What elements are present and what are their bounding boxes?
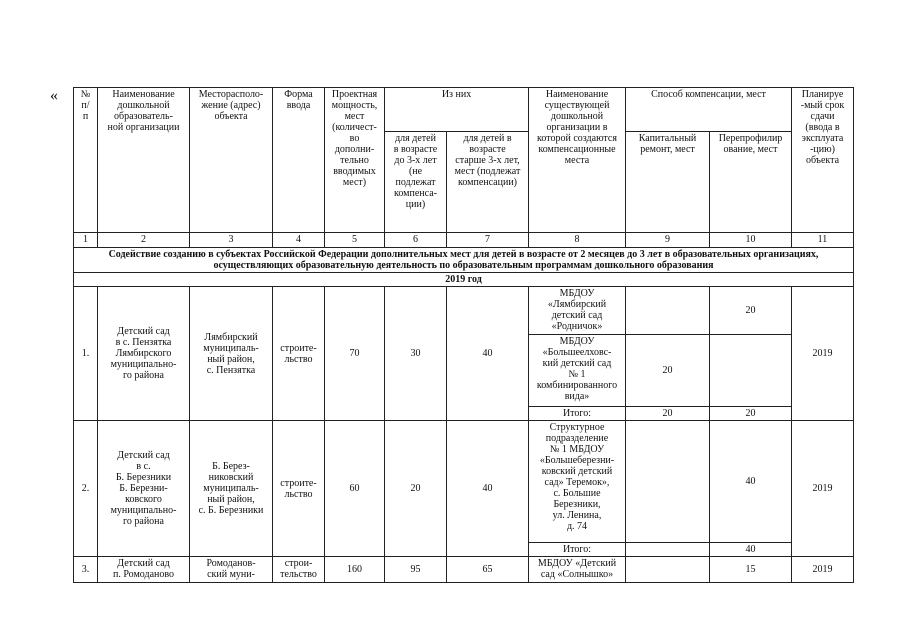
- row-reprofile: [710, 335, 792, 407]
- header-planned-date: Планируе -мый срок сдачи (ввода в эксплуата -цию) объекта: [792, 88, 854, 233]
- row-name: Детский сад в с. Б. Березники Б. Березни- ковского муниципально- го района: [98, 421, 190, 557]
- year-label: 2019 год: [74, 273, 854, 287]
- header-existing-org: Наименование существующей дошкольной организации в которой создаются компенсационные места: [529, 88, 626, 233]
- places-table: [73, 87, 854, 583]
- row-num: 3.: [74, 557, 98, 583]
- header-capacity: Проектная мощность, мест (количест- во дополни- тельно вводимых мест): [325, 88, 385, 233]
- header-name: Наименование дошкольной образователь- ной организации: [98, 88, 190, 233]
- header-form: Форма ввода: [273, 88, 325, 233]
- col-number: 8: [529, 233, 626, 248]
- section-title: Содействие созданию в субъектах Российской Федерации дополнительных мест для детей в возрасте от 2 месяцев до 3 лет в образовательных организациях, осуществляющих образовательную деятельность по образовательным программам дошкольного образования: [74, 248, 854, 273]
- row-name: Детский сад п. Ромоданово: [98, 557, 190, 583]
- row-over-3: 40: [447, 287, 529, 421]
- row-location: Б. Берез- никовский муниципаль- ный район, с. Б. Березники: [190, 421, 273, 557]
- row-location: Лямбирский муниципаль- ный район, с. Пензятка: [190, 287, 273, 421]
- col-number: 5: [325, 233, 385, 248]
- row-under-3: 20: [385, 421, 447, 557]
- row-over-3: 65: [447, 557, 529, 583]
- header-under-3: для детей в возрасте до 3-х лет (не подлежат компенса- ции): [385, 132, 447, 233]
- col-number: 11: [792, 233, 854, 248]
- row-reprofile: 40: [710, 421, 792, 543]
- row-reprofile: 15: [710, 557, 792, 583]
- total-capital: [626, 543, 710, 557]
- row-planned: 2019: [792, 557, 854, 583]
- row-reprofile: 20: [710, 287, 792, 335]
- section-row: [74, 248, 854, 273]
- row-existing-org: МБДОУ «Детский сад «Солнышко»: [529, 557, 626, 583]
- row-capacity: 160: [325, 557, 385, 583]
- row-over-3: 40: [447, 421, 529, 557]
- col-number: 1: [74, 233, 98, 248]
- row-capital: [626, 421, 710, 543]
- row-existing-org: Структурное подразделение № 1 МБДОУ «Большеберезни- ковский детский сад» Теремок», с. Большие Березники, ул. Ленина, д. 74: [529, 421, 626, 543]
- row-capital: 20: [626, 335, 710, 407]
- header-row: [74, 88, 854, 132]
- header-compensation: Способ компенсации, мест: [626, 88, 792, 132]
- col-number: 3: [190, 233, 273, 248]
- row-location: Ромоданов- ский муни-: [190, 557, 273, 583]
- opening-quote-mark: «: [50, 87, 58, 104]
- column-number-row: [74, 233, 854, 248]
- total-capital: 20: [626, 407, 710, 421]
- header-reprofile: Перепрофилир ование, мест: [710, 132, 792, 233]
- row-planned: 2019: [792, 421, 854, 557]
- row-num: 1.: [74, 287, 98, 421]
- row-capacity: 60: [325, 421, 385, 557]
- table-row: [74, 557, 854, 583]
- row-planned: 2019: [792, 287, 854, 421]
- row-num: 2.: [74, 421, 98, 557]
- col-number: 6: [385, 233, 447, 248]
- table-row: [74, 421, 854, 543]
- row-form: строите- льство: [273, 421, 325, 557]
- row-capital: [626, 287, 710, 335]
- row-under-3: 95: [385, 557, 447, 583]
- year-row: [74, 273, 854, 287]
- header-capital-repair: Капитальный ремонт, мест: [626, 132, 710, 233]
- header-location: Месторасполо- жение (адрес) объекта: [190, 88, 273, 233]
- row-name: Детский сад в с. Пензятка Лямбирского муниципально- го района: [98, 287, 190, 421]
- col-number: 9: [626, 233, 710, 248]
- row-under-3: 30: [385, 287, 447, 421]
- row-capital: [626, 557, 710, 583]
- total-label: Итого:: [529, 543, 626, 557]
- total-reprofile: 20: [710, 407, 792, 421]
- col-number: 4: [273, 233, 325, 248]
- header-of-them: Из них: [385, 88, 529, 132]
- col-number: 10: [710, 233, 792, 248]
- row-form: строите- льство: [273, 287, 325, 421]
- header-over-3: для детей в возрасте старше 3-х лет, мест (подлежат компенсации): [447, 132, 529, 233]
- table-row: [74, 287, 854, 335]
- row-existing-org: МБДОУ «Лямбирский детский сад «Родничок»: [529, 287, 626, 335]
- total-label: Итого:: [529, 407, 626, 421]
- header-num: № п/ п: [74, 88, 98, 233]
- total-reprofile: 40: [710, 543, 792, 557]
- col-number: 2: [98, 233, 190, 248]
- row-capacity: 70: [325, 287, 385, 421]
- row-form: строи- тельство: [273, 557, 325, 583]
- row-existing-org: МБДОУ «Большеелховс- кий детский сад № 1 комбинированного вида»: [529, 335, 626, 407]
- col-number: 7: [447, 233, 529, 248]
